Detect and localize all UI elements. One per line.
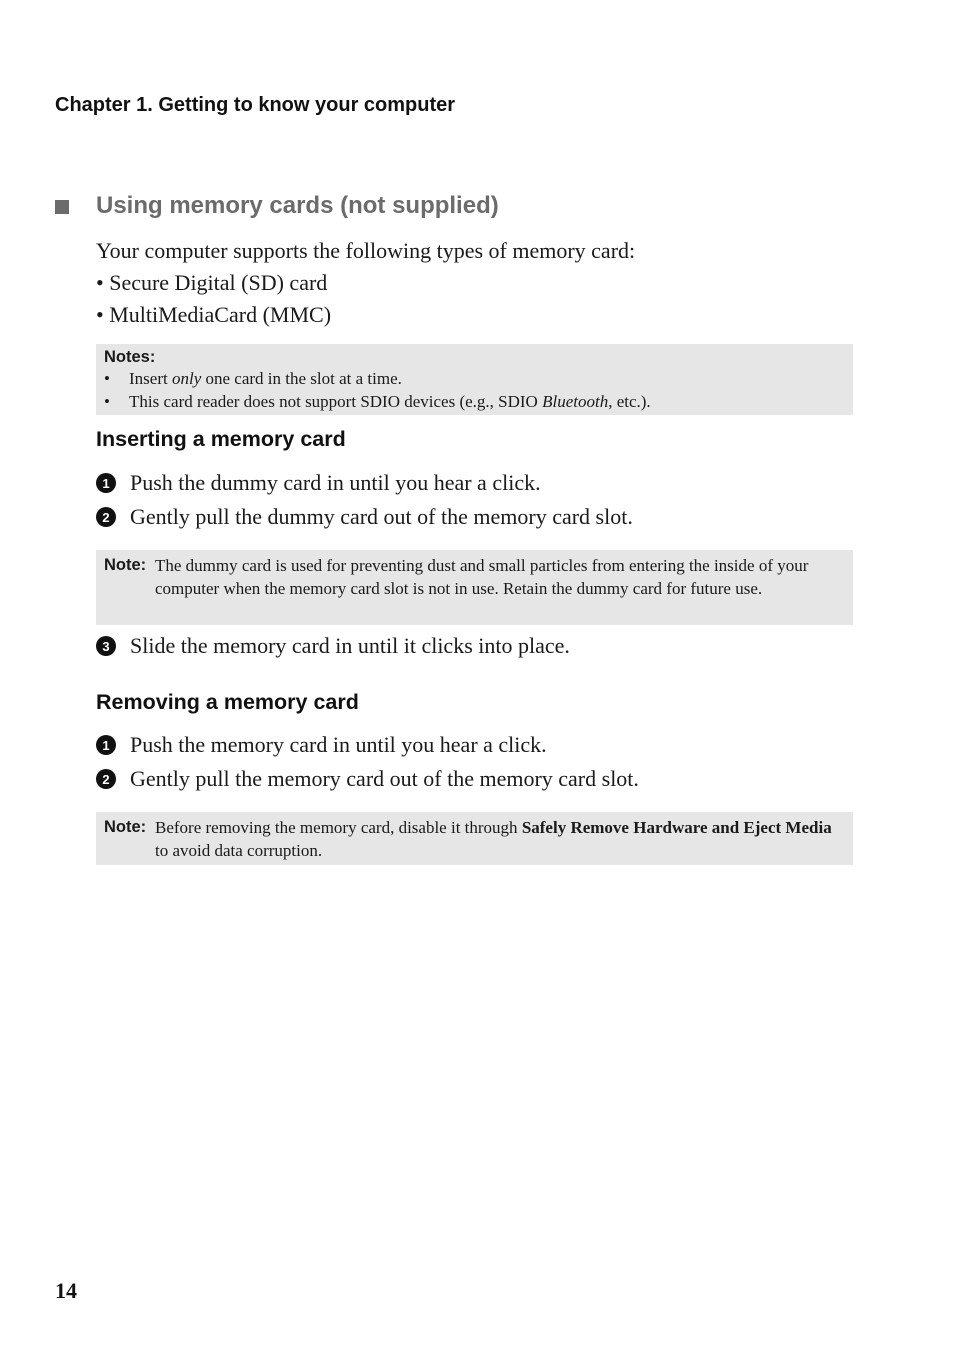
remove-step-2 — [96, 766, 639, 792]
removal-note — [96, 812, 853, 865]
insert-step-2 — [96, 504, 633, 530]
bullet-icon: • — [104, 369, 110, 388]
note-label: Note: — [104, 818, 147, 836]
step-number-icon: 1 — [96, 473, 116, 493]
page-number: 14 — [55, 1278, 77, 1303]
step-text: Gently pull the dummy card out of the memory card slot. — [130, 504, 633, 529]
note-item — [104, 390, 845, 413]
step-number-icon: 2 — [96, 769, 116, 789]
card-type-sd: • Secure Digital (SD) card — [96, 270, 328, 295]
note-item — [104, 367, 845, 390]
square-bullet-icon — [55, 200, 69, 214]
step-text: Slide the memory card in until it clicks into place. — [130, 633, 570, 658]
notes-label: Notes: — [104, 348, 156, 366]
step-number-icon: 2 — [96, 507, 116, 527]
insert-step-3 — [96, 633, 570, 659]
card-type-mmc: • MultiMediaCard (MMC) — [96, 302, 332, 327]
notes-box — [96, 344, 853, 415]
note-label: Note: — [104, 556, 147, 574]
note-item-text: Insert only one card in the slot at a time. — [129, 369, 402, 388]
step-text: Gently pull the memory card out of the memory card slot. — [130, 766, 639, 791]
step-number-icon: 1 — [96, 735, 116, 755]
note-text: The dummy card is used for preventing dust and small particles from entering the inside of your computer when the memory card slot is not in use. Retain the dummy card for future use. — [155, 556, 809, 598]
dummy-card-note — [96, 550, 853, 625]
step-number-icon: 3 — [96, 636, 116, 656]
inserting-heading: Inserting a memory card — [96, 427, 346, 451]
step-text: Push the dummy card in until you hear a click. — [130, 470, 541, 495]
remove-step-1 — [96, 732, 547, 758]
section-title: Using memory cards (not supplied) — [96, 192, 499, 219]
removing-heading: Removing a memory card — [96, 690, 359, 714]
step-text: Push the memory card in until you hear a click. — [130, 732, 547, 757]
insert-step-1 — [96, 470, 541, 496]
section-heading — [55, 192, 499, 220]
chapter-title: Chapter 1. Getting to know your computer — [55, 94, 456, 116]
note-text: Before removing the memory card, disable it through Safely Remove Hardware and Eject Media to avoid data corruption. — [155, 818, 832, 860]
note-item-text: This card reader does not support SDIO devices (e.g., SDIO Bluetooth, etc.). — [129, 392, 651, 411]
bullet-icon: • — [104, 392, 110, 411]
intro-text: Your computer supports the following types of memory card: — [96, 238, 636, 263]
